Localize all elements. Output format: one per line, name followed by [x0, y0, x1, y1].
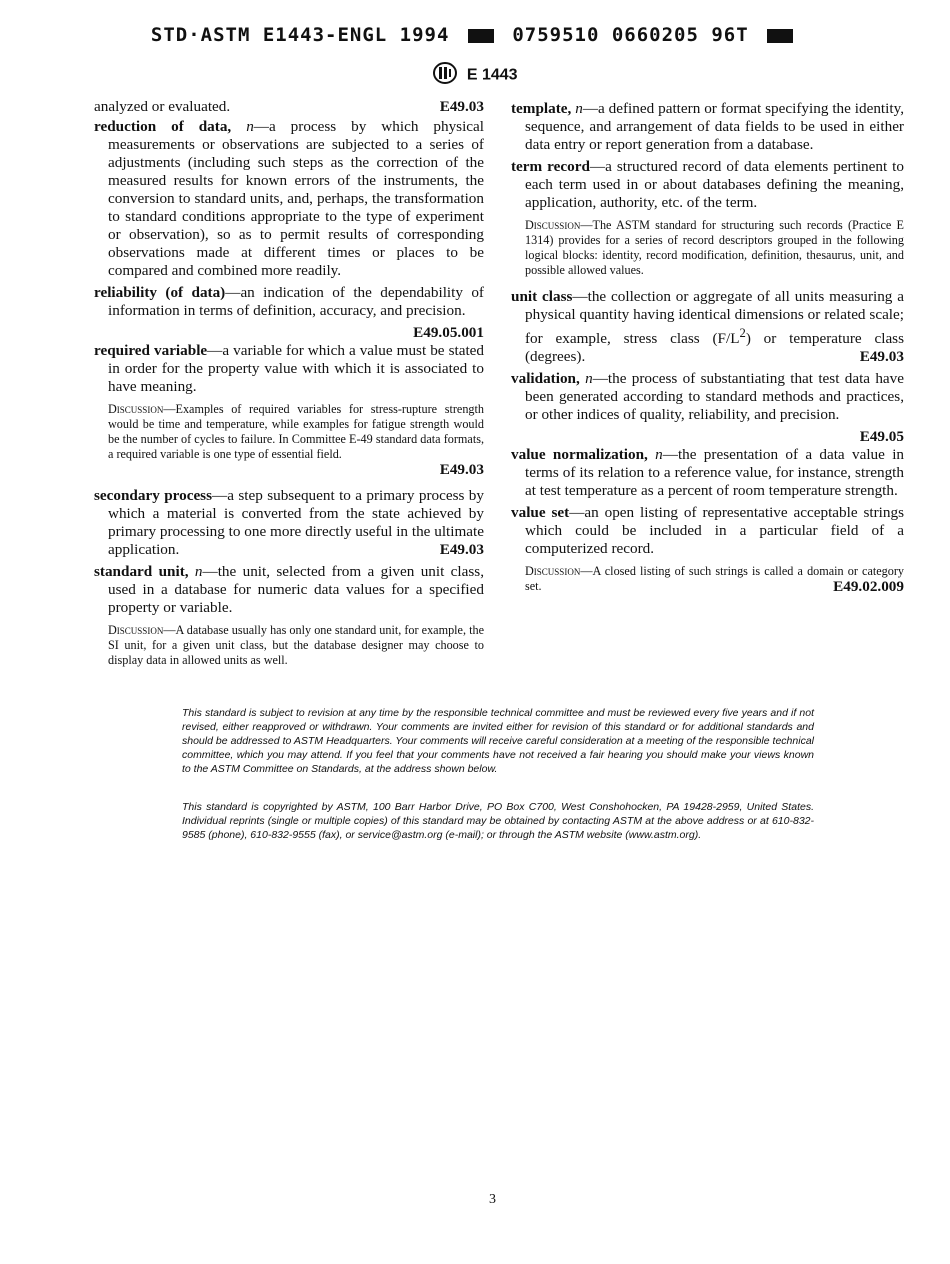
part-of-speech: n: [655, 446, 663, 464]
document-code-line: [0, 24, 950, 46]
standard-designation: [0, 62, 950, 89]
definition-text: —the collection or aggregate of all units measuring a physical quantity having identical dimensions or related scale; for example, stress class (F/L: [525, 288, 905, 348]
right-column: [511, 100, 904, 604]
definition-reliability: [94, 284, 484, 320]
definition-text: —the presentation of a data value in terms of its relation to a reference value, for instance, strength at test temperature as a percent of room temperature strength.: [525, 446, 905, 500]
discussion-text: —Examples of required variables for stress-rupture strength would be time and temperature, while examples for fatigue strength would be the number of cycles to failure. In Committee E-49 standard data formats, a required variable is one type of essential field.: [108, 402, 484, 461]
black-block-mark: [468, 29, 494, 43]
committee-code: E49.05.001: [413, 324, 484, 341]
definition-text: —a step subsequent to a primary process by which a material is converted from the state achieved by primary processing to one more directly useful in the ultimate application.: [108, 487, 484, 558]
discussion-note: [94, 402, 484, 477]
discussion-note: [511, 564, 904, 594]
discussion-text: —A closed listing of such strings is called a domain or category set.: [525, 564, 904, 594]
committee-code: E49.03: [439, 461, 484, 478]
definition-text: —a variable for which a value must be stated in order for the property value with which it is associated to have meaning.: [108, 342, 484, 395]
term: unit class: [511, 288, 573, 305]
term: secondary process: [94, 487, 213, 504]
definition-template: [511, 100, 904, 154]
definition-text: —an indication of the dependability of information in terms of definition, accuracy, and precision.: [108, 284, 484, 319]
document-code-right: 0759510 0660205 96T: [512, 24, 749, 46]
term: value normalization,: [511, 446, 648, 464]
committee-code: E49.05: [859, 428, 904, 446]
committee-code: E49.03: [439, 98, 484, 115]
definition-reduction-of-data: [94, 118, 484, 280]
committee-code: E49.03: [439, 541, 484, 558]
definition-text: —a structured record of data elements pertinent to each term used in or about databases defining the meaning, application, authority, etc. of the term.: [525, 158, 904, 211]
term: template,: [511, 100, 572, 117]
page-number: 3: [489, 1192, 496, 1207]
discussion-label: Discussion: [108, 402, 164, 416]
revision-notice: This standard is subject to revision at any time by the responsible technical committee and must be reviewed every five years and if not revised, either reapproved or withdrawn. Your comments are invited either for revision of this standard or for additional standards and should be addressed to ASTM Headquarters. Your comments will receive careful consideration at a meeting of the responsible technical committee, which you may attend. If you feel that your comments have not received a fair hearing you should make your views known to the ASTM Committee on Standards, at the address shown below.: [182, 707, 814, 775]
discussion-text: —The ASTM standard for structuring such records (Practice E 1314) provides for a series of record descriptors grouped in the following logical blocks: identity, record modification, definition, thesaurus, unit, and possible allowed values.: [525, 218, 904, 277]
document-code-left: STD·ASTM E1443-ENGL 1994: [150, 24, 450, 46]
part-of-speech: n: [575, 100, 583, 117]
definition-text: —a defined pattern or format specifying the identity, sequence, and arrangement of data fields to be used in either data entry or report generation from a database.: [525, 100, 904, 153]
committee-code: E49.02.009: [833, 578, 904, 596]
term: term record: [511, 158, 590, 175]
left-column: [94, 98, 484, 678]
definition-text: ) or temperature class (degrees).: [525, 330, 904, 366]
standard-number: E 1443: [466, 66, 518, 84]
term: value set: [511, 504, 570, 522]
term: standard unit,: [94, 563, 189, 580]
term: reduction of data,: [94, 118, 232, 135]
definition-standard-unit: [94, 563, 484, 617]
term: required variable: [94, 342, 208, 359]
definition-text: —the process of substantiating that test data have been generated according to standard methods and practices, or other indices of quality, reliability, and precision.: [525, 370, 905, 424]
part-of-speech: n: [194, 563, 203, 580]
discussion-label: Discussion: [525, 564, 581, 579]
continued-entry: [94, 98, 484, 116]
definition-secondary-process: [94, 487, 484, 559]
discussion-label: Discussion: [108, 623, 164, 637]
definition-text: —an open listing of representative acceptable strings which could be included in a particular field of a computerized record.: [525, 504, 904, 558]
definition-text: —a process by which physical measurements or observations are subjected to a series of adjustments (including such steps as the correction of the measured results for known errors of the instruments, the conversion to standard units, and, perhaps, the transformation to standard conditions appropriate to the type of experiment or observation), so as to permit results of corresponding observations made at different times or places to be compared and combined more readily.: [108, 118, 484, 279]
definition-text: —the unit, selected from a given unit class, used in a database for numeric data values for a specified property or variable.: [108, 563, 484, 616]
discussion-note: [511, 218, 904, 278]
continued-text: analyzed or evaluated.: [94, 98, 231, 115]
copyright-notice: This standard is copyrighted by ASTM, 100 Barr Harbor Drive, PO Box C700, West Conshohocken, PA 19428-2959, United States. Individual reprints (single or multiple copies) of this standard may be obtained by contacting ASTM at the above address or at 610-832-9585 (phone), 610-832-9555 (fax), or service@astm.org (e-mail); or through the ASTM website (www.astm.org).: [182, 801, 814, 841]
astm-logo-icon: [432, 62, 458, 89]
definition-validation: [511, 370, 904, 424]
black-block-mark: [767, 29, 793, 43]
term: reliability (of data): [94, 284, 226, 301]
definition-required-variable: [94, 342, 484, 396]
committee-code: E49.03: [859, 348, 904, 366]
part-of-speech: n: [585, 370, 593, 388]
part-of-speech: n: [246, 118, 254, 135]
definition-value-set: [511, 504, 904, 558]
superscript: 2: [739, 326, 746, 340]
discussion-label: Discussion: [525, 218, 581, 232]
definition-unit-class: [511, 288, 904, 366]
definition-term-record: [511, 158, 904, 212]
term: validation,: [511, 370, 580, 388]
definition-value-normalization: [511, 446, 904, 500]
discussion-note: [94, 623, 484, 668]
discussion-text: —A database usually has only one standard unit, for example, the SI unit, for a given unit class, but the database designer may choose to display data in allowed units as well.: [108, 623, 484, 667]
